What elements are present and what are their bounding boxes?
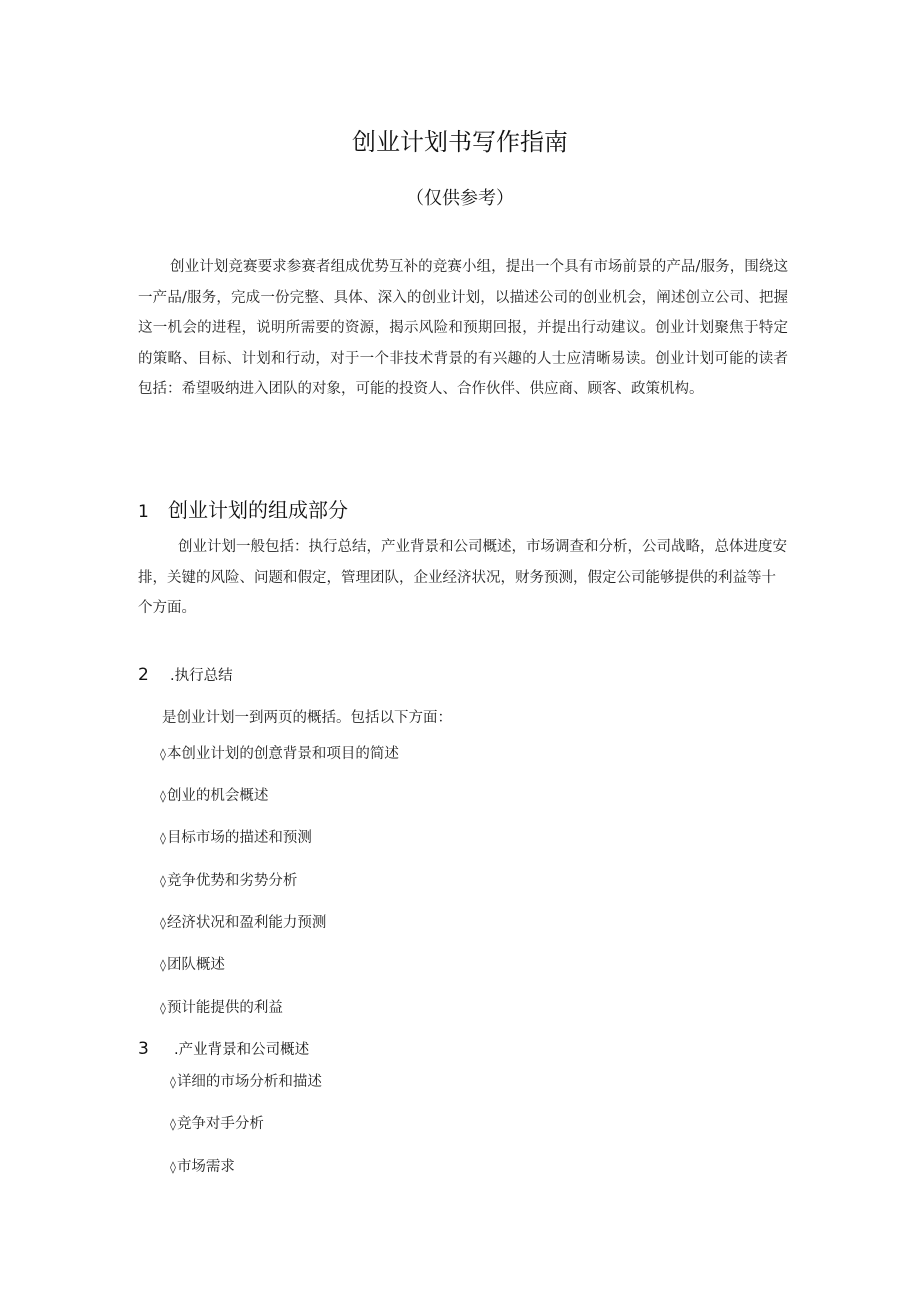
- diamond-bullet-icon: ◊: [160, 958, 166, 972]
- diamond-bullet-icon: ◊: [170, 1075, 176, 1089]
- section-3-title: .产业背景和公司概述: [174, 1042, 310, 1058]
- section-3-heading: [138, 1038, 309, 1059]
- diamond-bullet-icon: ◊: [160, 789, 166, 803]
- document-title: 创业计划书写作指南: [352, 128, 568, 156]
- list-item: ◊经济状况和盈利能力预测: [160, 915, 327, 931]
- diamond-bullet-icon: ◊: [160, 916, 166, 930]
- diamond-bullet-icon: ◊: [160, 1001, 166, 1015]
- list-item: ◊市场需求: [170, 1159, 235, 1175]
- diamond-bullet-icon: ◊: [160, 874, 166, 888]
- list-item: ◊竞争对手分析: [170, 1116, 264, 1132]
- list-item: ◊竞争优势和劣势分析: [160, 873, 298, 889]
- section-2-heading: [138, 664, 233, 685]
- section-1-heading: [138, 494, 348, 523]
- section-1-body: 创业计划一般包括：执行总结，产业背景和公司概述，市场调查和分析，公司战略，总体进度安排，关键的风险、问题和假定，管理团队，企业经济状况，财务预测，假定公司能够提供的利益等十个方面。: [138, 539, 787, 616]
- list-item: ◊预计能提供的利益: [160, 1000, 283, 1016]
- intro-paragraph: 创业计划竞赛要求参赛者组成优势互补的竞赛小组，提出一个具有市场前景的产品/服务，围绕这一产品/服务，完成一份完整、具体、深入的创业计划，以描述公司的创业机会，阐述创立公司、把握这一机会的进程，说明所需要的资源，揭示风险和预期回报，并提出行动建议。创业计划聚焦于特定的策略、目标、计划和行动，对于一个非技术背景的有兴趣的人士应清晰易读。创业计划可能的读者包括：希望吸纳进入团队的对象，可能的投资人、合作伙伴、供应商、顾客、政策机构。: [138, 259, 788, 397]
- list-item: ◊详细的市场分析和描述: [170, 1074, 322, 1090]
- section-1-number: 1: [138, 502, 149, 522]
- section-2-number: 2: [138, 665, 149, 685]
- list-item: ◊目标市场的描述和预测: [160, 830, 312, 846]
- section-2-lead: 是创业计划一到两页的概括。包括以下方面：: [162, 710, 452, 726]
- list-item: ◊本创业计划的创意背景和项目的简述: [160, 746, 399, 762]
- document-subtitle: （仅供参考）: [406, 188, 514, 209]
- list-item: ◊创业的机会概述: [160, 788, 269, 804]
- diamond-bullet-icon: ◊: [170, 1160, 176, 1174]
- diamond-bullet-icon: ◊: [160, 747, 166, 761]
- list-item: ◊团队概述: [160, 957, 225, 973]
- diamond-bullet-icon: ◊: [170, 1117, 176, 1131]
- diamond-bullet-icon: ◊: [160, 831, 166, 845]
- section-2-title: .执行总结: [170, 668, 233, 684]
- section-1-title: 创业计划的组成部分: [168, 498, 348, 522]
- section-3-number: 3: [138, 1039, 149, 1059]
